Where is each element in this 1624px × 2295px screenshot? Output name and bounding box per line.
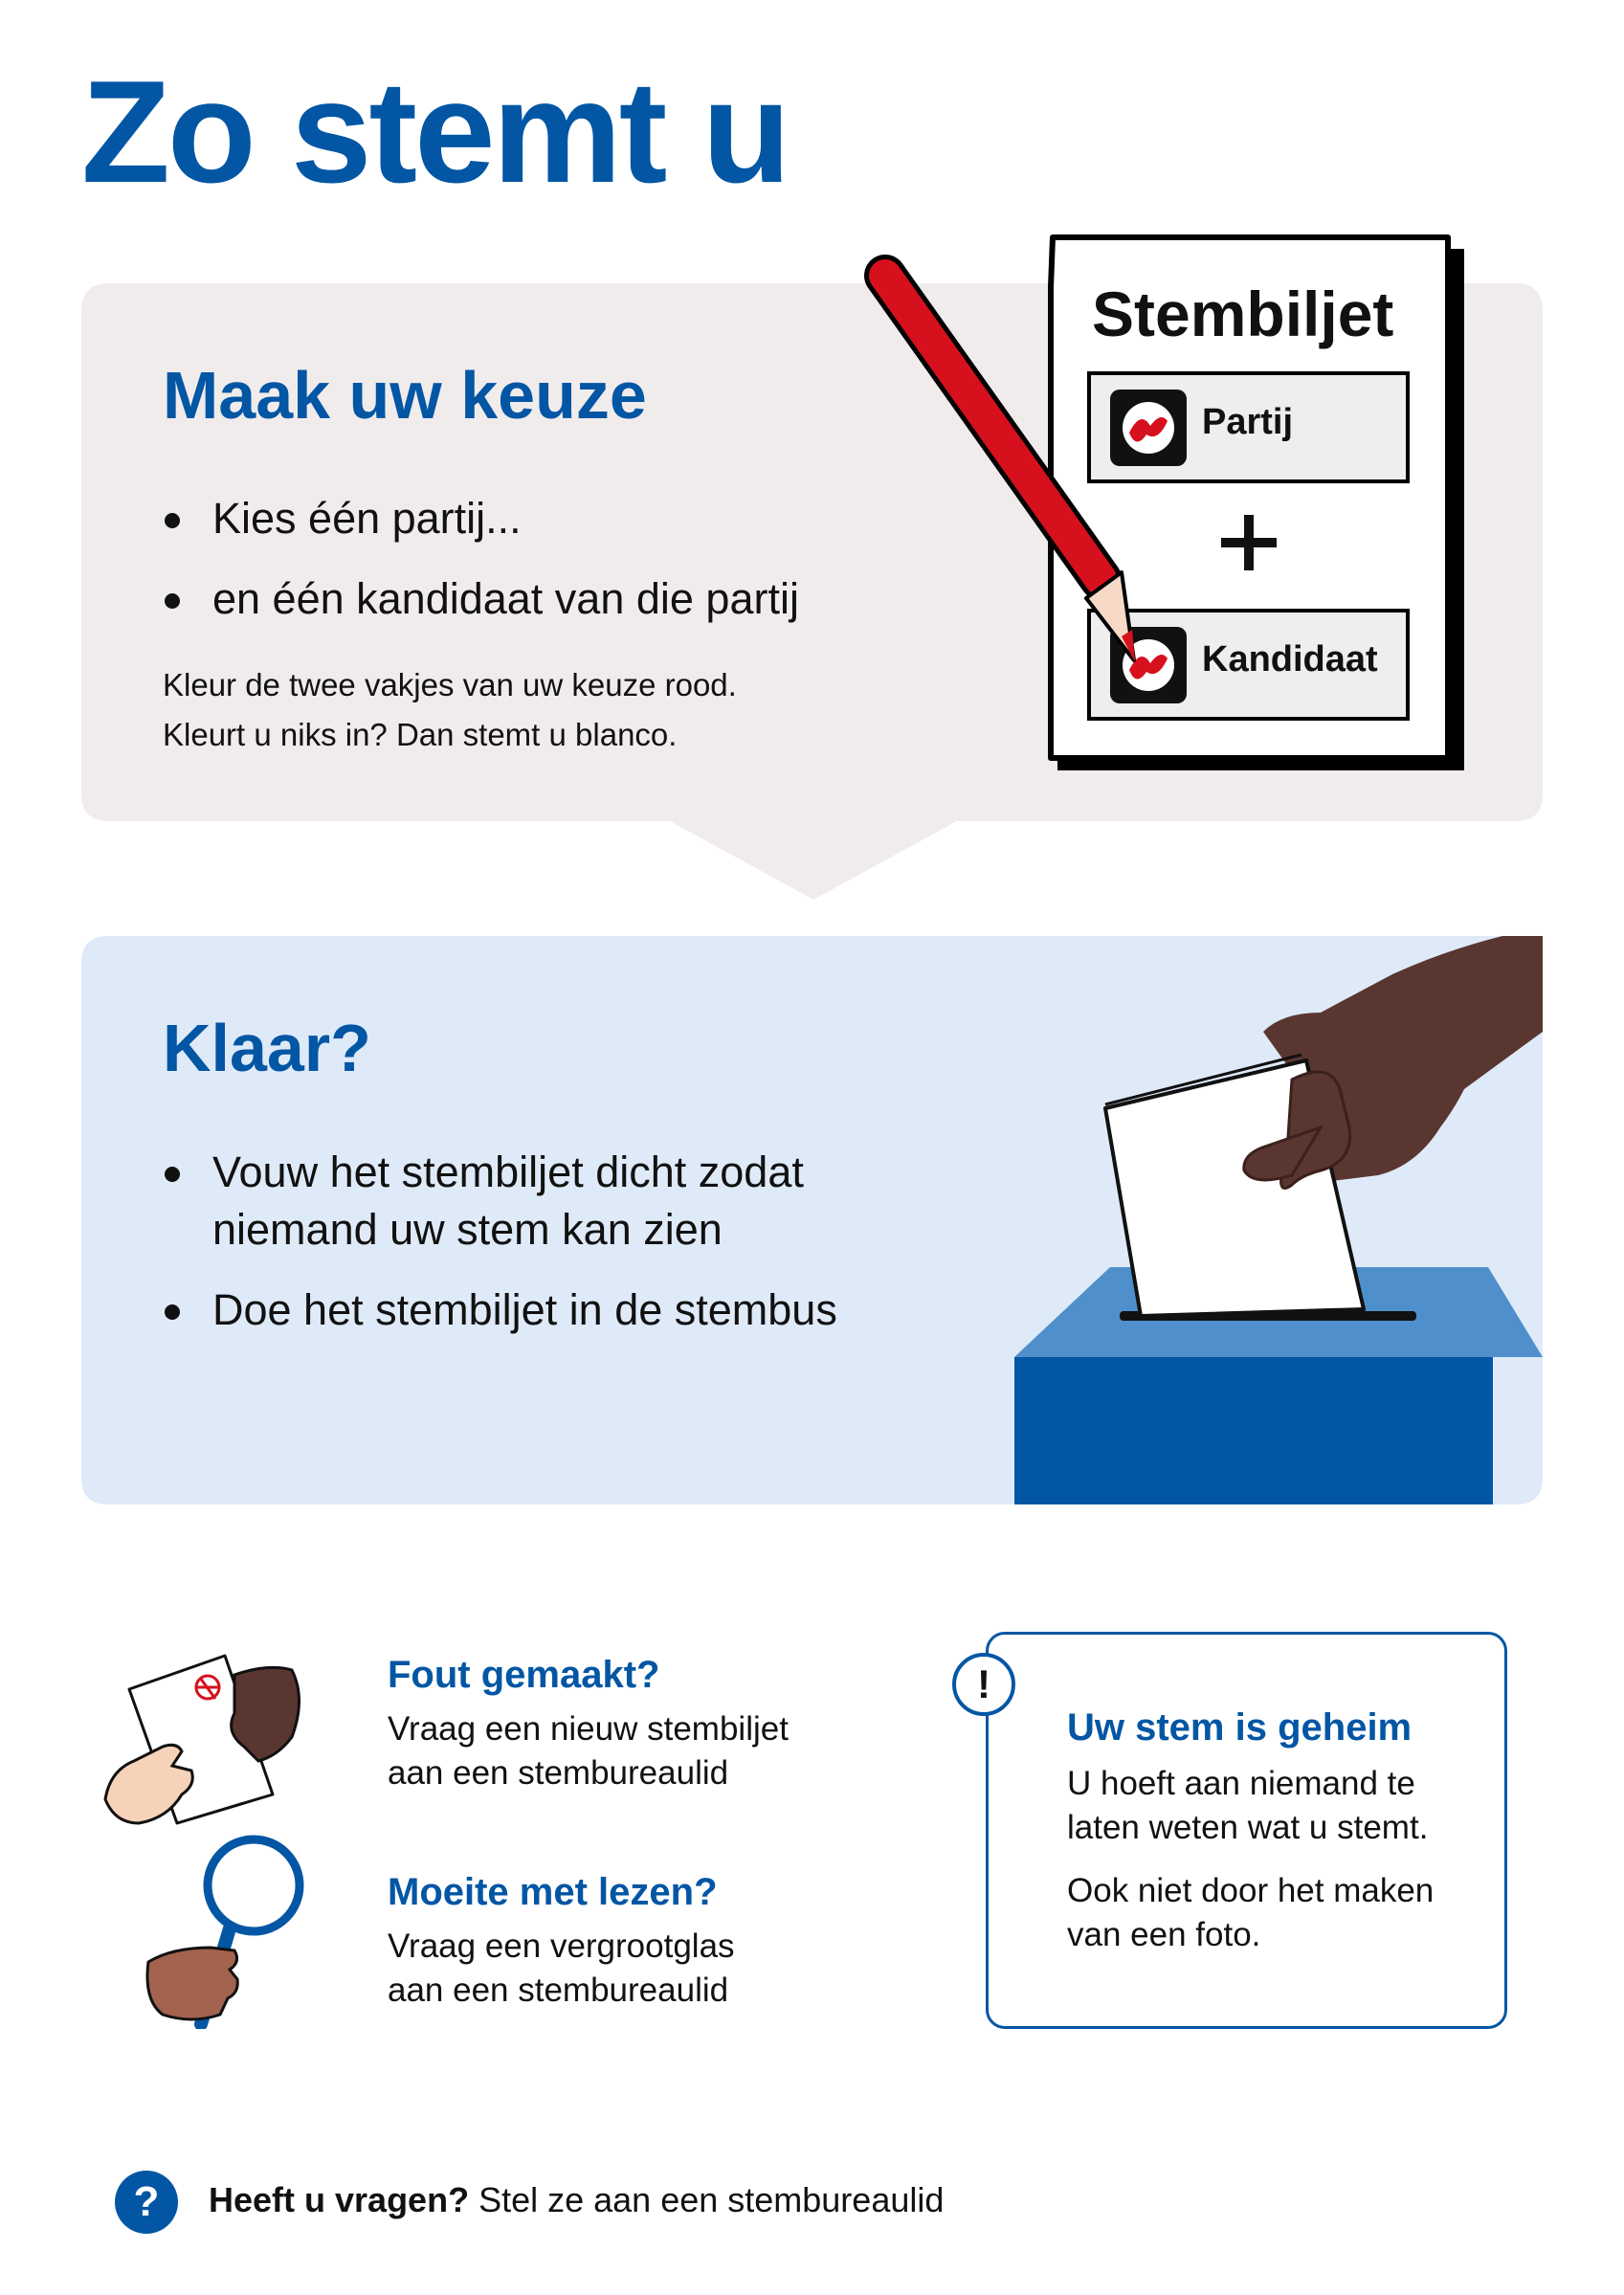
secret-p1-line-2: laten weten wat u stemt. (1067, 1809, 1429, 1846)
ballot-box-illustration (1014, 936, 1543, 1504)
tip-lezen-line-1: Vraag een vergrootglas (388, 1927, 735, 1965)
klaar-heading: Klaar? (163, 1011, 371, 1085)
klaar-bullets (163, 1144, 1024, 1362)
secret-heading: Uw stem is geheim (1067, 1706, 1413, 1749)
keuze-bullet-2: en één kandidaat van die partij (163, 570, 928, 628)
tip-lezen-line-2: aan een stembureaulid (388, 1972, 729, 2009)
footer-text (209, 2180, 944, 2220)
question-icon: ? (115, 2171, 178, 2234)
secret-content (1067, 1706, 1488, 1976)
keuze-note-line-1: Kleur de twee vakjes van uw keuze rood. (163, 667, 737, 702)
klaar-bullet-1 (163, 1144, 1024, 1259)
tip-fout (388, 1654, 923, 1795)
secret-p2-line-2: van een foto. (1067, 1916, 1261, 1953)
secret-paragraph-2 (1067, 1869, 1488, 1957)
keuze-note (163, 660, 928, 760)
magnifying-glass-icon (134, 1828, 316, 2029)
tip-lezen (388, 1871, 923, 2013)
tip-fout-heading: Fout gemaakt? (388, 1654, 660, 1696)
ballot-option-party: Partij (1202, 402, 1294, 442)
new-ballot-icon (100, 1627, 311, 1828)
secret-paragraph-1 (1067, 1762, 1488, 1850)
klaar-bullet-1-line-2: niemand uw stem kan zien (212, 1205, 723, 1254)
footer-bold: Heeft u vragen? (209, 2180, 470, 2219)
keuze-bullet-1: Kies één partij... (163, 490, 928, 547)
page-title: Zo stemt u (81, 51, 789, 213)
keuze-note-line-2: Kleurt u niks in? Dan stemt u blanco. (163, 717, 678, 752)
secret-p1-line-1: U hoeft aan niemand te (1067, 1765, 1415, 1802)
tip-lezen-heading: Moeite met lezen? (388, 1871, 718, 1913)
footer-rest: Stel ze aan een stembureaulid (469, 2180, 945, 2219)
warning-icon: ! (952, 1653, 1015, 1716)
keuze-heading: Maak uw keuze (163, 358, 647, 433)
keuze-bullets (163, 490, 928, 651)
tip-fout-line-1: Vraag een nieuw stembiljet (388, 1710, 789, 1748)
secret-p2-line-1: Ook niet door het maken (1067, 1872, 1435, 1909)
klaar-bullet-2: Doe het stembiljet in de stembus (163, 1281, 1024, 1339)
ballot-title: Stembiljet (1092, 279, 1394, 349)
klaar-bullet-1-line-1: Vouw het stembiljet dicht zodat (212, 1148, 804, 1196)
tip-fout-line-2: aan een stembureaulid (388, 1754, 729, 1792)
ballot-option-candidate: Kandidaat (1202, 639, 1378, 680)
